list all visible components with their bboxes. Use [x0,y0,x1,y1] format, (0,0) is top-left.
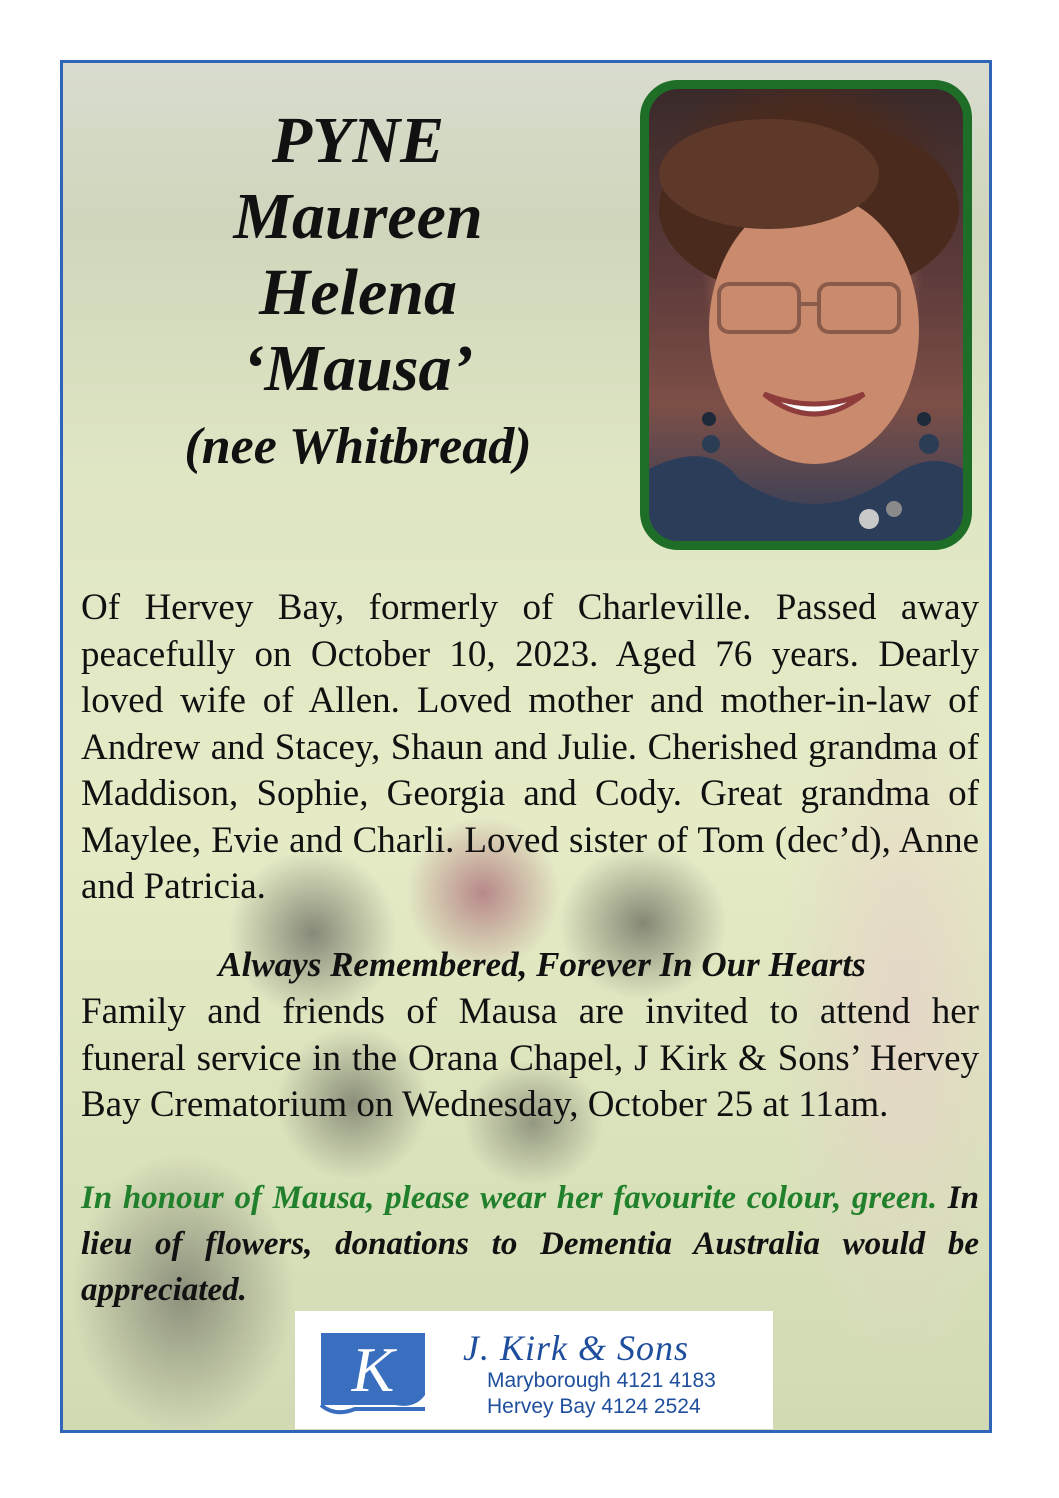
green-request: In honour of Mausa, please wear her favourite colour, green. [81,1180,938,1216]
donation-request: In lieu of flowers, donations to Dementia Australia would be appreciated. [81,1180,979,1308]
maiden-name: (nee Whitbread) [184,418,532,475]
portrait-illustration [649,89,963,541]
portrait-photo [640,80,972,550]
memorial-motto: Always Remembered, Forever In Our Hearts [218,945,866,984]
name-heading [123,103,593,487]
notice-frame [60,60,992,1433]
funeral-director-logo [295,1311,773,1429]
funeral-service-details: Family and friends of Mausa are invited to attend her funeral service in the Orana Chapel, J Kirk & Sons’ Hervey Bay Crematorium on Wednesday, October 25 at 11am. [81,991,979,1125]
k-emblem-icon [315,1325,435,1419]
first-name: Maureen [233,180,483,253]
nickname: ‘Mausa’ [242,332,474,405]
logo-letter: K [351,1334,395,1405]
death-notice-paragraph: Of Hervey Bay, formerly of Charleville. Passed away peacefully on October 10, 2023. Aged 76 years. Dearly loved wife of Allen. Loved mother and mother-in-law of Andrew and Stacey, Shaun and Julie. Cherished grandma of Maddison, Sophie, Georgia and Cody. Great grandma of Maylee, Evie and Charli. Loved sister of Tom (dec’d), Anne and Patricia. [81,587,979,907]
surname: PYNE [271,104,445,177]
middle-name: Helena [259,256,457,329]
maryborough-phone: Maryborough 4121 4183 [487,1369,716,1392]
hervey-bay-phone: Hervey Bay 4124 2524 [487,1395,701,1418]
funeral-director-name: J. Kirk & Sons [463,1328,689,1368]
family-request [81,1175,979,1313]
